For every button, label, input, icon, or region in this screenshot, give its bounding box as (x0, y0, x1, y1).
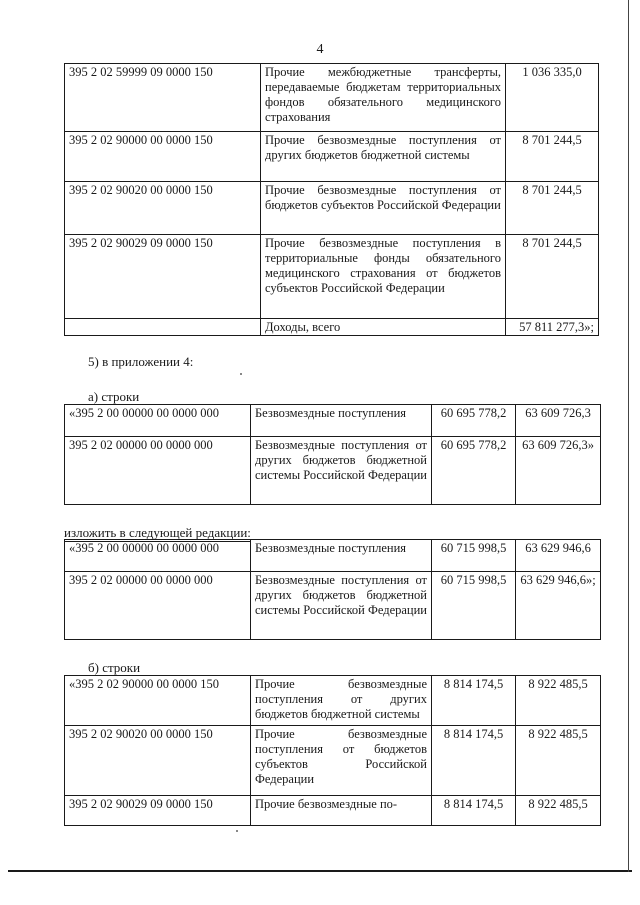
description-cell: Прочие безвозмездные поступления от других бюджетов бюджетной системы (251, 676, 432, 726)
description-cell: Прочие межбюджетные трансферты, передаваемые бюджетам территориальных фондов обязательного медицинского страхования (261, 64, 506, 132)
table-row (65, 572, 601, 640)
table-row (65, 64, 599, 132)
replace-instruction: изложить в следующей редакции: (64, 525, 251, 540)
table-row (65, 796, 601, 826)
amount-cell: 8 701 244,5 (506, 235, 599, 319)
description-cell: Прочие безвозмездные поступления от бюджетов субъектов Российской Федерации (261, 182, 506, 235)
total-value: 57 811 277,3»; (506, 319, 599, 336)
table-row (65, 182, 599, 235)
description-cell: Безвозмездные поступления от других бюджетов бюджетной системы Российской Федерации (251, 437, 432, 505)
rows-after-table (64, 539, 601, 640)
description-cell: Прочие безвозмездные поступления от бюджетов субъектов Российской Федерации (251, 726, 432, 796)
amount-2021-cell: 60 695 778,2 (432, 437, 516, 505)
amount-2021-cell: 60 715 998,5 (432, 540, 516, 572)
rows-b-table (64, 675, 601, 826)
budget-code-cell: «395 2 00 00000 00 0000 000 (65, 540, 251, 572)
amount-2022-cell: 8 922 485,5 (516, 796, 601, 826)
budget-code-cell: 395 2 02 90000 00 0000 150 (65, 132, 261, 182)
budget-code-cell: 395 2 02 00000 00 0000 000 (65, 572, 251, 640)
description-cell: Прочие безвозмездные поступления от других бюджетов бюджетной системы (261, 132, 506, 182)
table-row (65, 235, 599, 319)
budget-code-cell: 395 2 02 90020 00 0000 150 (65, 726, 251, 796)
description-cell: Безвозмездные поступления (251, 405, 432, 437)
amount-2021-cell: 60 715 998,5 (432, 572, 516, 640)
budget-code-cell: 395 2 02 00000 00 0000 000 (65, 437, 251, 505)
amount-cell: 8 701 244,5 (506, 182, 599, 235)
amount-cell: 8 701 244,5 (506, 132, 599, 182)
amount-2021-cell: 8 814 174,5 (432, 796, 516, 826)
empty-cell (65, 319, 261, 336)
revenue-table-continued (64, 63, 599, 336)
rows-before-table (64, 404, 601, 505)
amount-cell: 1 036 335,0 (506, 64, 599, 132)
amount-2022-cell: 63 609 726,3» (516, 437, 601, 505)
amount-2022-cell: 63 629 946,6»; (516, 572, 601, 640)
amount-2022-cell: 8 922 485,5 (516, 676, 601, 726)
description-cell: Прочие безвозмездные по- (251, 796, 432, 826)
subitem-b-label: б) строки (88, 660, 141, 675)
budget-code-cell: «395 2 02 90000 00 0000 150 (65, 676, 251, 726)
description-cell: Безвозмездные поступления от других бюджетов бюджетной системы Российской Федерации (251, 572, 432, 640)
subitem-a-label: а) строки (88, 389, 140, 404)
description-cell: Безвозмездные поступления (251, 540, 432, 572)
total-label: Доходы, всего (261, 319, 506, 336)
total-row (65, 319, 599, 336)
amount-2021-cell: 8 814 174,5 (432, 726, 516, 796)
scan-speck (236, 830, 238, 832)
appendix-4-item: 5) в приложении 4: (88, 354, 194, 369)
table-row (65, 132, 599, 182)
budget-code-cell: «395 2 00 00000 00 0000 000 (65, 405, 251, 437)
table-row (65, 437, 601, 505)
amount-2022-cell: 8 922 485,5 (516, 726, 601, 796)
amount-2022-cell: 63 629 946,6 (516, 540, 601, 572)
table-row (65, 405, 601, 437)
budget-code-cell: 395 2 02 59999 09 0000 150 (65, 64, 261, 132)
budget-code-cell: 395 2 02 90029 09 0000 150 (65, 235, 261, 319)
amount-2022-cell: 63 609 726,3 (516, 405, 601, 437)
table-row (65, 676, 601, 726)
page-border-bottom (8, 870, 632, 872)
budget-code-cell: 395 2 02 90020 00 0000 150 (65, 182, 261, 235)
table-row (65, 726, 601, 796)
page-border-right (628, 0, 629, 872)
table-row (65, 540, 601, 572)
page-number: 4 (316, 42, 324, 57)
budget-code-cell: 395 2 02 90029 09 0000 150 (65, 796, 251, 826)
amount-2021-cell: 8 814 174,5 (432, 676, 516, 726)
description-cell: Прочие безвозмездные поступления в территориальные фонды обязательного медицинского страхования от бюджетов субъектов Российской Федерации (261, 235, 506, 319)
scan-speck (240, 373, 242, 375)
amount-2021-cell: 60 695 778,2 (432, 405, 516, 437)
